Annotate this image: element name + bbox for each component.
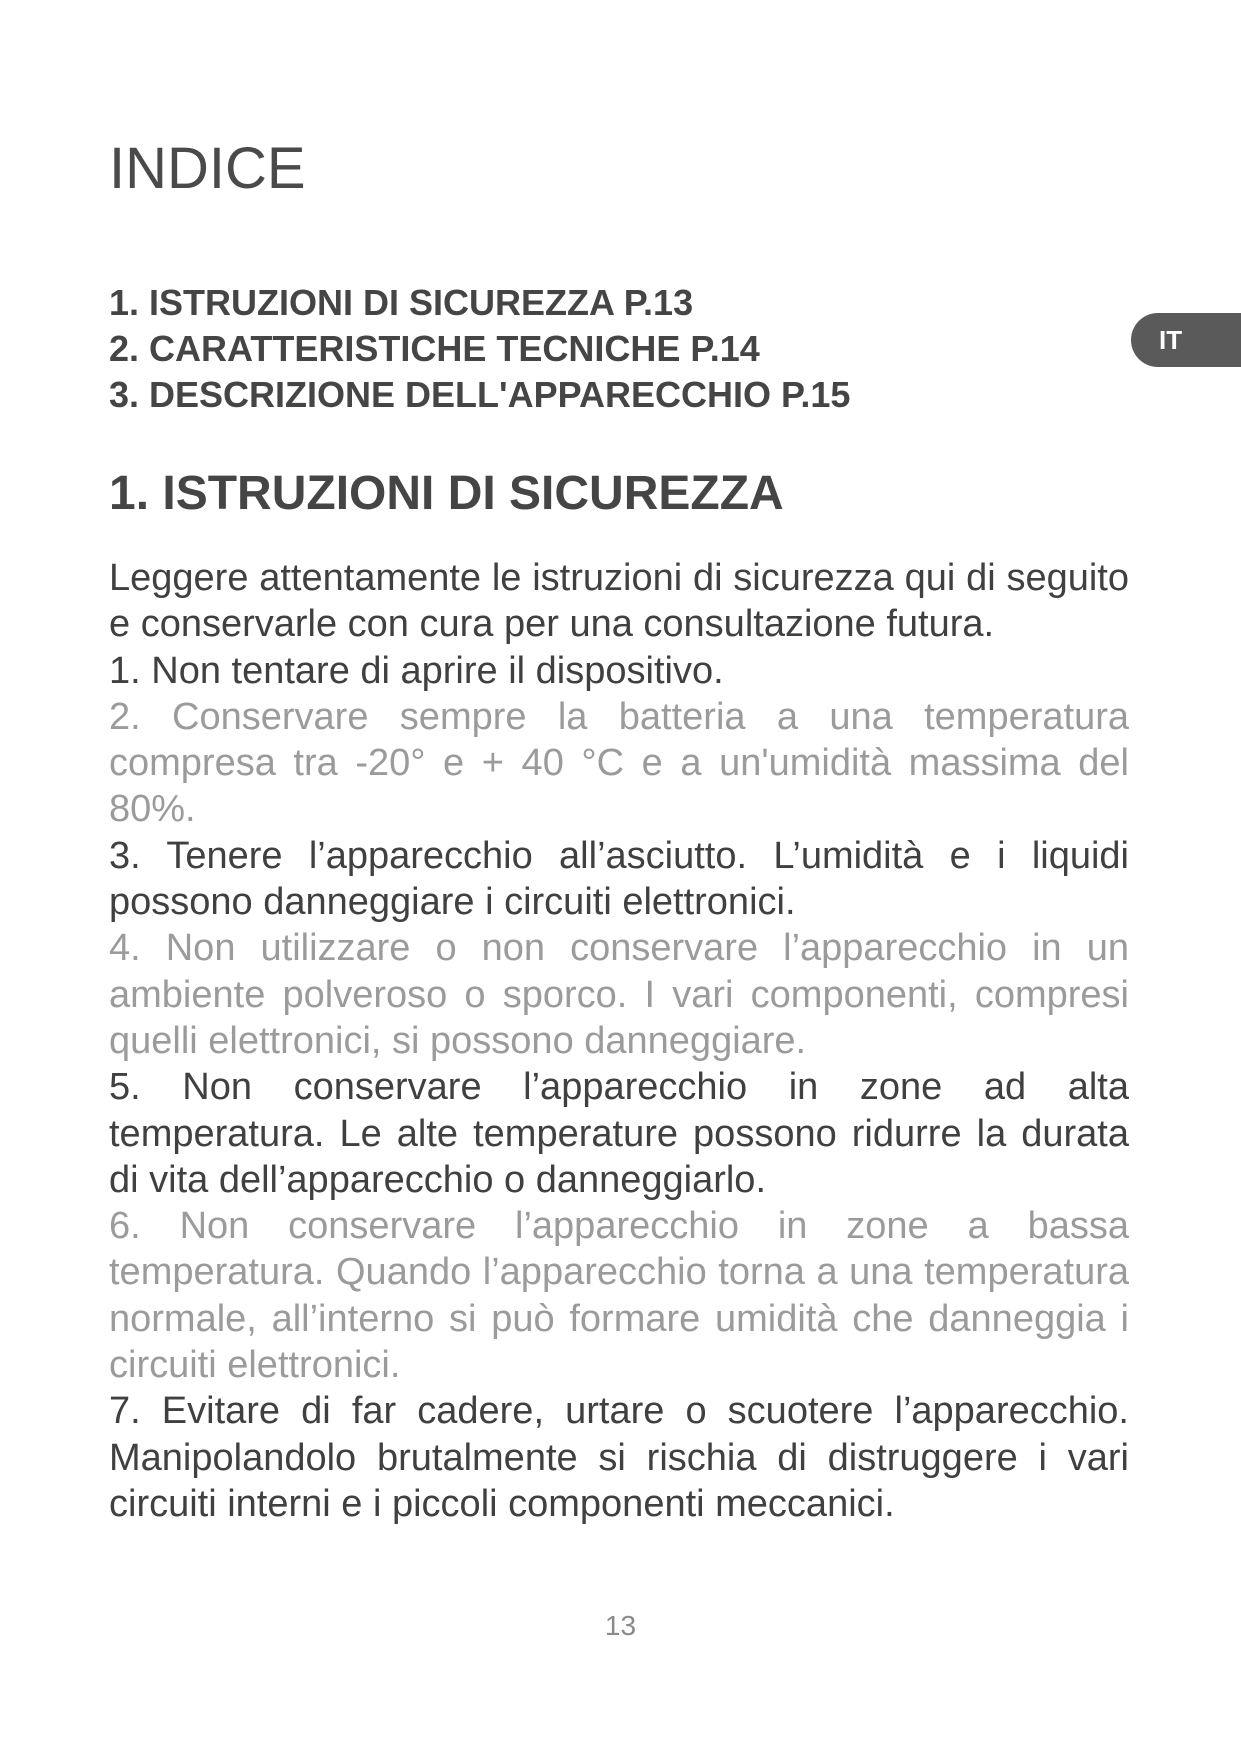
instruction-item: 3. Tenere l’apparecchio all’asciutto. L’umidità e i liquidi possono danneggiare i circuiti elettronici. [109,834,1129,924]
instruction-item: 1. Non tentare di aprire il dispositivo. [109,649,724,692]
page-title: INDICE [109,136,306,201]
instruction-item: 7. Evitare di far cadere, urtare o scuotere l’apparecchio. Manipolandolo brutalmente si rischia di distruggere i vari circuiti interni e i piccoli componenti meccanici. [109,1390,1129,1525]
toc-entry: 2. CARATTERISTICHE TECNICHE P.14 [109,328,760,369]
intro-paragraph: Leggere attentamente le istruzioni di sicurezza qui di seguito e conservarle con cura per una consultazione futura. [109,557,1129,646]
table-of-contents [109,280,850,418]
instruction-item: 5. Non conservare l’apparecchio in zone ad alta temperatura. Le alte temperature possono ridurre la durata di vita dell’apparecchio o danneggiarlo. [109,1066,1129,1201]
section-heading: 1. ISTRUZIONI DI SICUREZZA [109,467,784,520]
instruction-item: 4. Non utilizzare o non conservare l’apparecchio in un ambiente polveroso o sporco. I vari componenti, compresi quelli elettronici, si possono danneggiare. [109,927,1129,1062]
instruction-item: 6. Non conservare l’apparecchio in zone a bassa temperatura. Quando l’apparecchio torna a una temperatura normale, all’interno si può formare umidità che danneggia i circuiti elettronici. [109,1205,1129,1387]
language-tab: IT [1131,313,1241,367]
toc-entry: 3. DESCRIZIONE DELL'APPARECCHIO P.15 [109,374,851,415]
toc-entry: 1. ISTRUZIONI DI SICUREZZA P.13 [109,282,694,323]
instruction-item: 2. Conservare sempre la batteria a una temperatura compresa tra -20° e + 40 °C e a un'umidità massima del 80%. [109,695,1129,831]
page-number: 13 [604,1610,637,1641]
safety-instructions [109,555,1129,1527]
